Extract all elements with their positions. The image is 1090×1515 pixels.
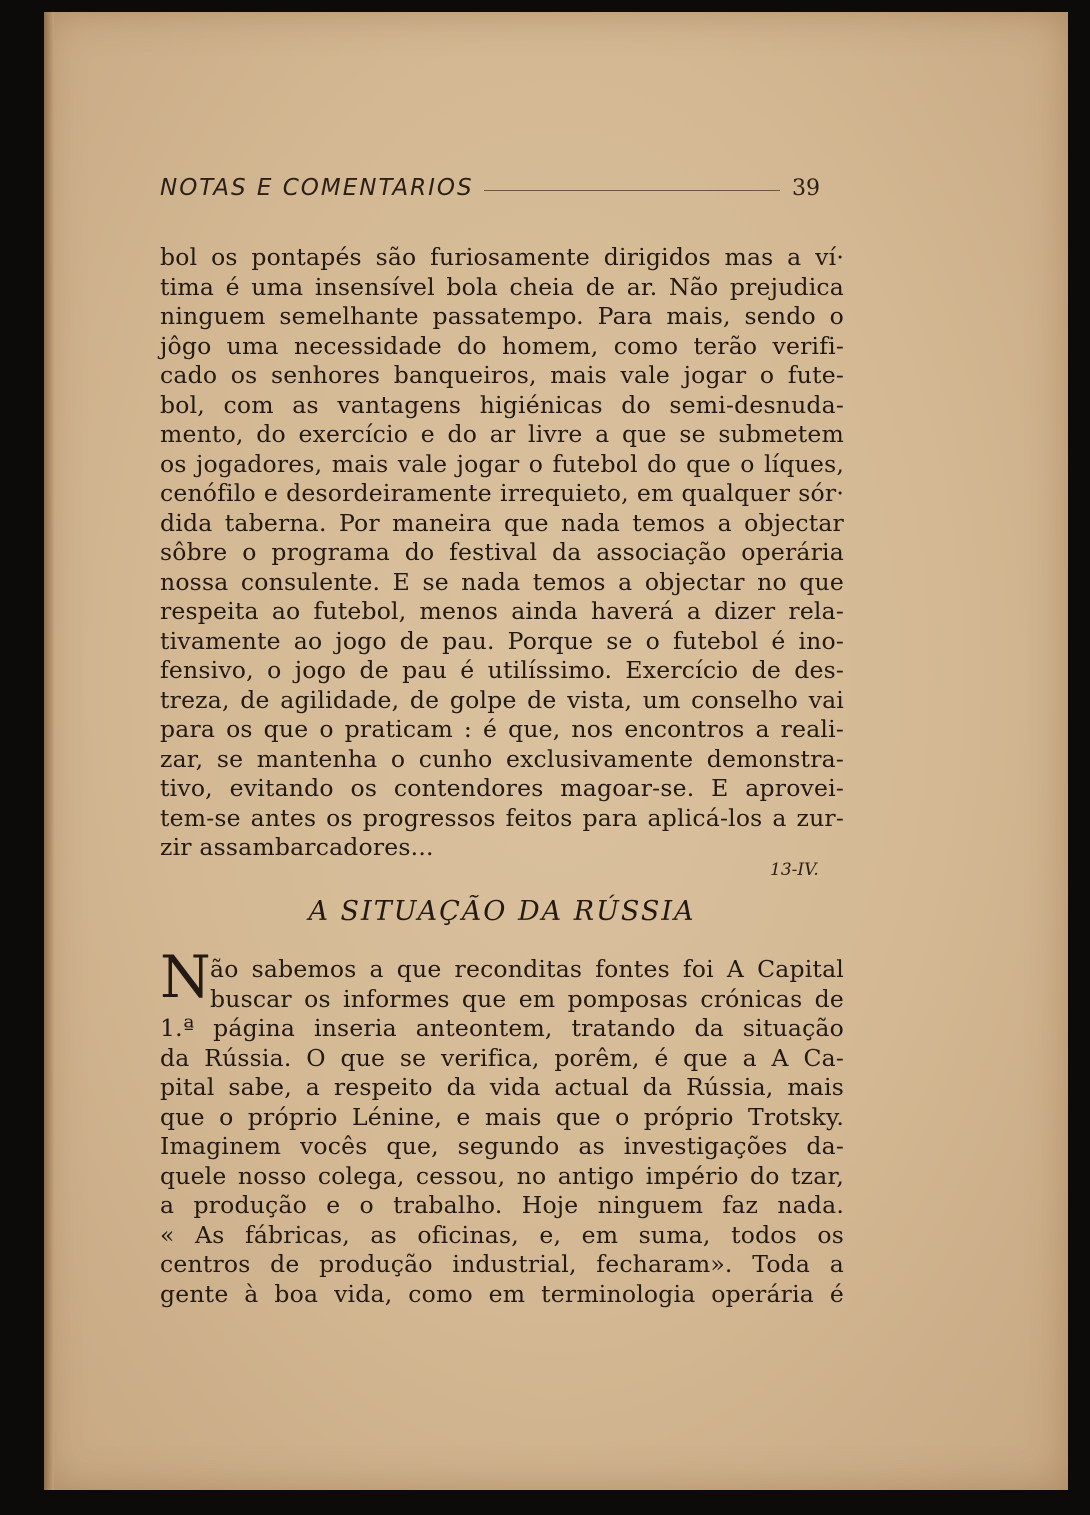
text-line: tima é uma insensível bola cheia de ar. Não prejudica — [160, 272, 844, 301]
text-line: treza, de agilidade, de golpe de vista, um conselho vai — [160, 685, 844, 714]
text-line: tem-se antes os progressos feitos para aplicá-los a zur- — [160, 803, 844, 832]
text-line: « As fábricas, as oficinas, e, em suma, todos os — [160, 1220, 844, 1249]
text-line: fensivo, o jogo de pau é utilíssimo. Exercício de des- — [160, 656, 844, 684]
text-line: que o próprio Lénine, e mais que o próprio Trotsky. — [160, 1102, 844, 1131]
text-line: ninguem semelhante passatempo. Para mais, sendo o — [160, 302, 844, 330]
article-date: 13-IV. — [770, 860, 819, 880]
text-line: Imaginem vocês que, segundo as investigações da- — [160, 1132, 844, 1160]
text-line: zar, se mantenha o cunho exclusivamente demonstra- — [160, 744, 844, 773]
drop-cap: N — [160, 943, 211, 1011]
text-line: respeita ao futebol, menos ainda haverá a dizer rela- — [160, 597, 844, 625]
text-line: para os que o praticam : é que, nos encontros a reali- — [160, 715, 844, 743]
text-line: cenófilo e desordeiramente irrequieto, em qualquer sór· — [160, 479, 844, 507]
text-line: da Rússia. O que se verifica, porêm, é que a A Ca- — [160, 1043, 844, 1072]
section-title: A SITUAÇÃO DA RÚSSIA — [308, 896, 696, 927]
text-line: gente à boa vida, como em terminologia operária é — [160, 1279, 844, 1308]
text-line: tivamente ao jogo de pau. Porque se o futebol é ino- — [160, 626, 844, 655]
text-line: pital sabe, a respeito da vida actual da Rússia, mais — [160, 1073, 844, 1101]
text-line: centros de produção industrial, fecharam». Toda a — [160, 1250, 844, 1278]
page-number: 39 — [792, 175, 820, 201]
text-line: tivo, evitando os contendores magoar-se. E aprovei- — [160, 774, 844, 802]
paragraph-football — [160, 243, 844, 863]
text-line: sôbre o programa do festival da associação operária — [160, 538, 844, 566]
text-line: nossa consulente. E se nada temos a objectar no que — [160, 567, 844, 596]
running-head: NOTAS E COMENTARIOS — [160, 175, 474, 201]
text-line: dida taberna. Por maneira que nada temos a objectar — [160, 508, 844, 537]
text-line: ão sabemos a que reconditas fontes foi A Capital — [210, 955, 844, 983]
text-line: cado os senhores banqueiros, mais vale jogar o fute- — [160, 361, 844, 389]
header-rule — [484, 190, 780, 191]
text-line: bol os pontapés são furiosamente dirigidos mas a ví· — [160, 243, 844, 271]
text-line: bol, com as vantagens higiénicas do semi-desnuda- — [160, 390, 844, 419]
text-line: quele nosso colega, cessou, no antigo império do tzar, — [160, 1161, 844, 1190]
text-line: os jogadores, mais vale jogar o futebol do que o líques, — [160, 449, 844, 478]
page-header — [160, 168, 820, 208]
text-line: mento, do exercício e do ar livre a que se submetem — [160, 420, 844, 448]
page-gutter — [44, 12, 54, 1490]
text-line: 1.ª página inseria anteontem, tratando da situação — [160, 1014, 844, 1042]
paragraph-russia — [160, 955, 844, 1309]
text-line: buscar os informes que em pomposas crónicas de — [210, 984, 844, 1013]
text-line: a produção e o trabalho. Hoje ninguem faz nada. — [160, 1191, 844, 1219]
text-line: zir assambarcadores... — [160, 833, 434, 861]
text-line: jôgo uma necessidade do homem, como terão verifi- — [160, 331, 844, 360]
